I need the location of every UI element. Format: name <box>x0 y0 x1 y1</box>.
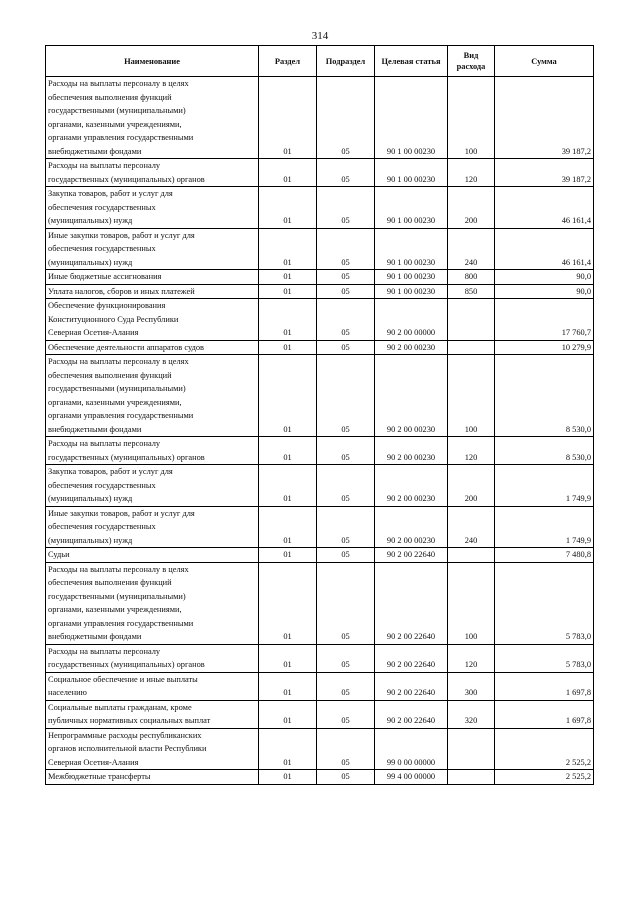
row-section: 01 <box>259 77 317 159</box>
header-target-item: Целевая статья <box>375 46 448 77</box>
row-amount: 39 187,2 <box>495 77 594 159</box>
row-name: Межбюджетные трансферты <box>46 770 259 785</box>
header-subsection: Подраздел <box>317 46 375 77</box>
row-expense-type <box>448 770 495 785</box>
row-subsection: 05 <box>317 340 375 355</box>
row-subsection: 05 <box>317 77 375 159</box>
row-expense-type: 240 <box>448 506 495 548</box>
row-section: 01 <box>259 700 317 728</box>
budget-table <box>45 45 594 785</box>
row-amount: 1 697,8 <box>495 672 594 700</box>
row-section: 01 <box>259 159 317 187</box>
row-section: 01 <box>259 187 317 229</box>
row-subsection: 05 <box>317 437 375 465</box>
row-subsection: 05 <box>317 270 375 285</box>
row-section: 01 <box>259 284 317 299</box>
row-section: 01 <box>259 437 317 465</box>
header-amount: Сумма <box>495 46 594 77</box>
row-section: 01 <box>259 270 317 285</box>
table-row <box>46 437 594 465</box>
row-subsection: 05 <box>317 548 375 563</box>
row-section: 01 <box>259 562 317 644</box>
table-row <box>46 644 594 672</box>
row-expense-type: 850 <box>448 284 495 299</box>
row-subsection: 05 <box>317 562 375 644</box>
row-expense-type: 120 <box>448 159 495 187</box>
row-name: Расходы на выплаты персоналу в целях обеспечения выполнения функций государственными (муниципальными) органами, казенными учреждениями, органами управления государственными внебюджетными фондами <box>46 355 259 437</box>
row-name: Уплата налогов, сборов и иных платежей <box>46 284 259 299</box>
row-target-item: 90 1 00 00230 <box>375 228 448 270</box>
row-amount: 1 697,8 <box>495 700 594 728</box>
row-section: 01 <box>259 465 317 507</box>
row-section: 01 <box>259 644 317 672</box>
row-expense-type: 100 <box>448 355 495 437</box>
row-name: Расходы на выплаты персоналу государственных (муниципальных) органов <box>46 437 259 465</box>
row-section: 01 <box>259 728 317 770</box>
row-amount: 39 187,2 <box>495 159 594 187</box>
row-target-item: 99 4 00 00000 <box>375 770 448 785</box>
row-target-item: 90 2 00 22640 <box>375 562 448 644</box>
row-name: Расходы на выплаты персоналу государственных (муниципальных) органов <box>46 644 259 672</box>
row-amount: 90,0 <box>495 284 594 299</box>
row-amount: 46 161,4 <box>495 228 594 270</box>
row-amount: 7 480,8 <box>495 548 594 563</box>
row-amount: 1 749,9 <box>495 465 594 507</box>
row-amount: 5 783,0 <box>495 644 594 672</box>
row-name: Закупка товаров, работ и услуг для обеспечения государственных (муниципальных) нужд <box>46 187 259 229</box>
row-target-item: 90 2 00 00230 <box>375 355 448 437</box>
row-subsection: 05 <box>317 700 375 728</box>
row-section: 01 <box>259 506 317 548</box>
row-subsection: 05 <box>317 187 375 229</box>
table-row <box>46 284 594 299</box>
row-target-item: 90 1 00 00230 <box>375 270 448 285</box>
row-section: 01 <box>259 340 317 355</box>
table-row <box>46 700 594 728</box>
table-row <box>46 187 594 229</box>
header-section: Раздел <box>259 46 317 77</box>
row-amount: 46 161,4 <box>495 187 594 229</box>
table-row <box>46 506 594 548</box>
row-subsection: 05 <box>317 728 375 770</box>
row-expense-type: 300 <box>448 672 495 700</box>
row-expense-type: 240 <box>448 228 495 270</box>
table-row <box>46 299 594 341</box>
row-subsection: 05 <box>317 299 375 341</box>
row-amount: 1 749,9 <box>495 506 594 548</box>
row-amount: 17 760,7 <box>495 299 594 341</box>
row-target-item: 90 1 00 00230 <box>375 187 448 229</box>
table-row <box>46 355 594 437</box>
row-name: Иные закупки товаров, работ и услуг для обеспечения государственных (муниципальных) нужд <box>46 228 259 270</box>
row-target-item: 90 2 00 00000 <box>375 299 448 341</box>
page-number: 314 <box>311 30 329 42</box>
row-amount: 10 279,9 <box>495 340 594 355</box>
row-subsection: 05 <box>317 355 375 437</box>
table-row <box>46 270 594 285</box>
table-row <box>46 728 594 770</box>
row-subsection: 05 <box>317 770 375 785</box>
table-row <box>46 465 594 507</box>
row-target-item: 90 2 00 22640 <box>375 700 448 728</box>
row-subsection: 05 <box>317 159 375 187</box>
row-amount: 2 525,2 <box>495 770 594 785</box>
row-target-item: 90 2 00 00230 <box>375 465 448 507</box>
table-row <box>46 672 594 700</box>
row-amount: 2 525,2 <box>495 728 594 770</box>
row-amount: 8 530,0 <box>495 437 594 465</box>
row-name: Непрограммные расходы республиканских органов исполнительной власти Республики Северная Осетия-Алания <box>46 728 259 770</box>
row-expense-type: 120 <box>448 437 495 465</box>
row-name: Иные закупки товаров, работ и услуг для обеспечения государственных (муниципальных) нужд <box>46 506 259 548</box>
row-expense-type: 320 <box>448 700 495 728</box>
table-header-row <box>46 46 594 77</box>
row-expense-type: 100 <box>448 562 495 644</box>
table-row <box>46 159 594 187</box>
row-subsection: 05 <box>317 644 375 672</box>
row-expense-type: 200 <box>448 187 495 229</box>
row-amount: 8 530,0 <box>495 355 594 437</box>
header-expense-type: Вид расхода <box>448 46 495 77</box>
row-expense-type <box>448 728 495 770</box>
row-subsection: 05 <box>317 672 375 700</box>
row-target-item: 90 2 00 22640 <box>375 548 448 563</box>
row-subsection: 05 <box>317 465 375 507</box>
row-name: Иные бюджетные ассигнования <box>46 270 259 285</box>
row-target-item: 90 2 00 22640 <box>375 672 448 700</box>
table-row <box>46 228 594 270</box>
row-name: Обеспечение функционирования Конституционного Суда Республики Северная Осетия-Алания <box>46 299 259 341</box>
row-target-item: 90 1 00 00230 <box>375 284 448 299</box>
row-section: 01 <box>259 228 317 270</box>
row-target-item: 90 2 00 00230 <box>375 437 448 465</box>
row-expense-type: 800 <box>448 270 495 285</box>
row-name: Социальные выплаты гражданам, кроме публичных нормативных социальных выплат <box>46 700 259 728</box>
row-section: 01 <box>259 299 317 341</box>
row-section: 01 <box>259 770 317 785</box>
row-subsection: 05 <box>317 284 375 299</box>
row-subsection: 05 <box>317 506 375 548</box>
row-target-item: 90 2 00 00230 <box>375 340 448 355</box>
row-target-item: 99 0 00 00000 <box>375 728 448 770</box>
header-name: Наименование <box>46 46 259 77</box>
row-name: Закупка товаров, работ и услуг для обеспечения государственных (муниципальных) нужд <box>46 465 259 507</box>
row-name: Расходы на выплаты персоналу в целях обеспечения выполнения функций государственными (муниципальными) органами, казенными учреждениями, органами управления государственными внебюджетными фондами <box>46 562 259 644</box>
row-target-item: 90 1 00 00230 <box>375 159 448 187</box>
row-expense-type: 200 <box>448 465 495 507</box>
row-expense-type: 120 <box>448 644 495 672</box>
row-subsection: 05 <box>317 228 375 270</box>
row-name: Социальное обеспечение и иные выплаты населению <box>46 672 259 700</box>
table-row <box>46 340 594 355</box>
row-expense-type <box>448 340 495 355</box>
row-expense-type <box>448 299 495 341</box>
row-amount: 90,0 <box>495 270 594 285</box>
row-section: 01 <box>259 672 317 700</box>
row-name: Расходы на выплаты персоналу в целях обеспечения выполнения функций государственными (муниципальными) органами, казенными учреждениями, органами управления государственными внебюджетными фондами <box>46 77 259 159</box>
row-target-item: 90 2 00 00230 <box>375 506 448 548</box>
row-name: Судьи <box>46 548 259 563</box>
row-expense-type <box>448 548 495 563</box>
row-target-item: 90 2 00 22640 <box>375 644 448 672</box>
table-row <box>46 562 594 644</box>
row-target-item: 90 1 00 00230 <box>375 77 448 159</box>
table-row <box>46 770 594 785</box>
table-body <box>46 77 594 785</box>
row-amount: 5 783,0 <box>495 562 594 644</box>
row-expense-type: 100 <box>448 77 495 159</box>
row-name: Расходы на выплаты персоналу государственных (муниципальных) органов <box>46 159 259 187</box>
row-name: Обеспечение деятельности аппаратов судов <box>46 340 259 355</box>
table-row <box>46 77 594 159</box>
table-row <box>46 548 594 563</box>
row-section: 01 <box>259 548 317 563</box>
row-section: 01 <box>259 355 317 437</box>
